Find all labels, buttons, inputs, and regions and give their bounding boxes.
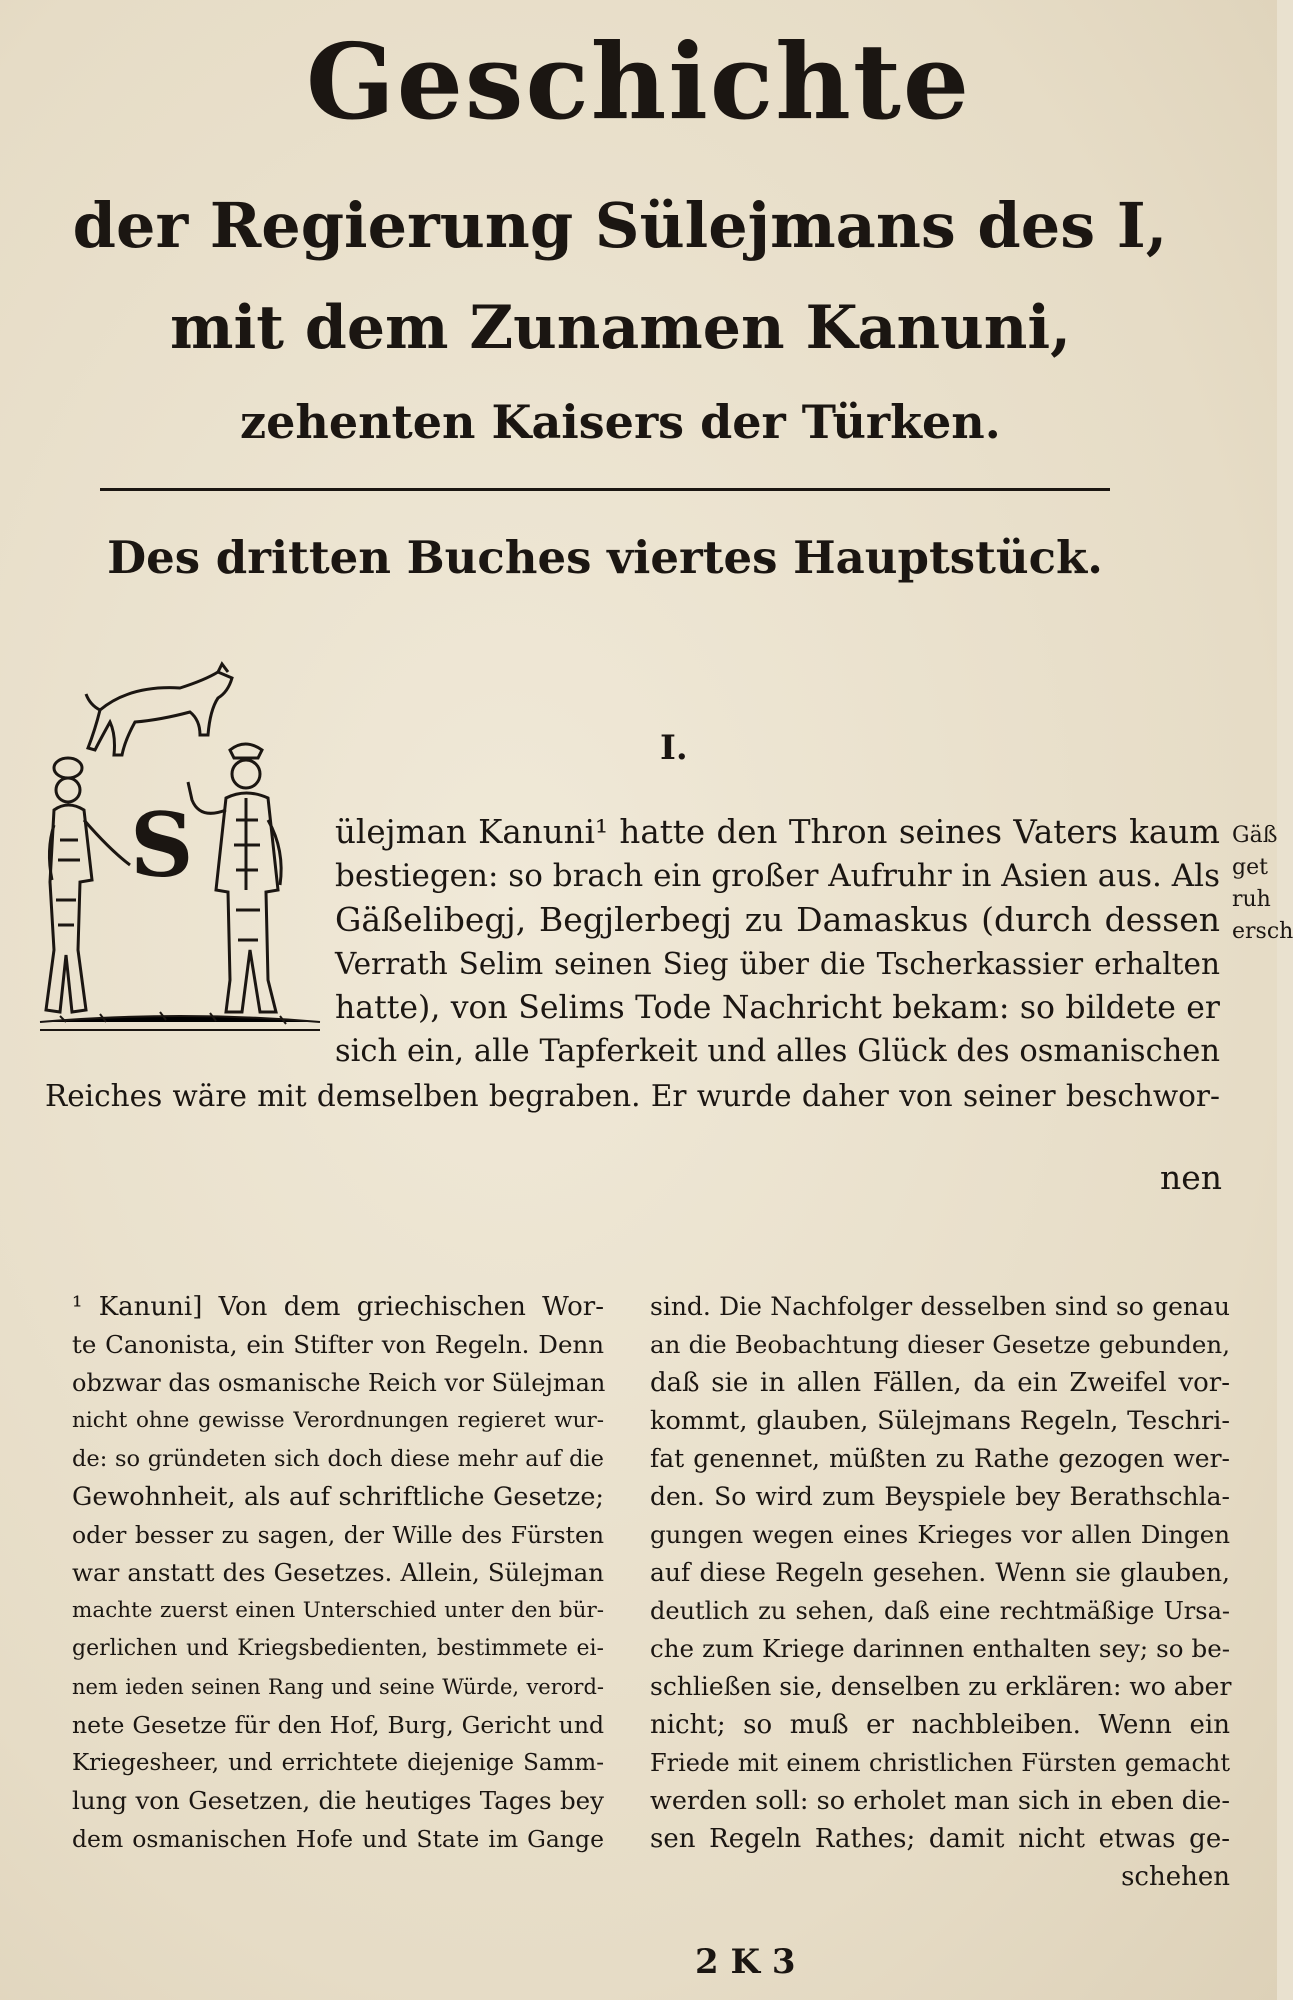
footnote-line: Friede mit einem christlichen Fürsten gemacht — [650, 1749, 1230, 1777]
footnote-line: obzwar das osmanische Reich vor Sülejman — [72, 1369, 606, 1397]
title-line-1: Geschichte — [305, 20, 972, 143]
footnote-line: an die Beobachtung dieser Gesetze gebunden, — [650, 1330, 1230, 1359]
margin-note-line: ersch — [1232, 919, 1293, 944]
footnote-line: oder besser zu sagen, der Wille des Fürsten — [72, 1521, 604, 1549]
footnote-line: schehen — [1121, 1862, 1230, 1892]
footnote-line: werden soll: so erholet man sich in eben die- — [650, 1786, 1230, 1816]
footnote-line: dem osmanischen Hofe und State im Gange — [72, 1825, 604, 1853]
footnote-line: gungen wegen eines Krieges vor allen Dingen — [650, 1520, 1230, 1549]
footnote-line: fat genennet, müßten zu Rathe gezogen wer- — [650, 1444, 1230, 1473]
drop-cap: S — [130, 793, 194, 897]
footnote-left-column — [72, 1288, 604, 1858]
footnote-line: nicht ohne gewisse Verordnungen regieret wur- — [72, 1408, 604, 1433]
body-line: hatte), von Selims Tode Nachricht bekam: so bildete er — [335, 990, 1220, 1026]
footnote-line: ¹ Kanuni] Von dem griechischen Wor- — [72, 1292, 604, 1322]
margin-note-line: get — [1232, 855, 1268, 880]
footnote-line: sind. Die Nachfolger desselben sind so genau — [650, 1292, 1230, 1321]
footnote-line: sen Regeln Rathes; damit nicht etwas ge- — [650, 1824, 1230, 1854]
margin-note-line: Gäß — [1232, 823, 1278, 848]
chapter-heading: Des dritten Buches viertes Hauptstück. — [107, 531, 1103, 584]
footnote-line: che zum Kriege darinnen enthalten sey; so be- — [650, 1634, 1230, 1663]
title-line-2: der Regierung Sülejmans des I, — [72, 189, 1168, 262]
body-line: Reiches wäre mit demselben begraben. Er wurde daher von seiner beschwor- — [45, 1079, 1220, 1113]
footnote-line: Kriegesheer, und errichtete diejenige Samm- — [72, 1750, 604, 1776]
catchword: nen — [1160, 1158, 1223, 1197]
footnote-line: nem ieden seinen Rang und seine Würde, verord- — [72, 1675, 604, 1699]
footnote-line: deutlich zu sehen, daß eine rechtmäßige Ursa- — [650, 1597, 1230, 1625]
footnote-line: machte zuerst einen Unterschied unter den bür- — [72, 1598, 604, 1623]
body-line: Verrath Selim seinen Sieg über die Tscherkassier erhalten — [335, 947, 1220, 981]
footnote-line: te Canonista, ein Stifter von Regeln. Denn — [72, 1330, 604, 1359]
footnote-line: den. So wird zum Beyspiele bey Berathschla- — [650, 1482, 1230, 1511]
footnote-line: nete Gesetze für den Hof, Burg, Gericht und — [72, 1711, 604, 1739]
margin-note — [1232, 820, 1293, 948]
body-line: bestiegen: so brach ein großer Aufruhr in Asien aus. Als — [335, 858, 1220, 894]
footnote-line: schließen sie, denselben zu erklären: wo aber — [650, 1672, 1232, 1701]
footnote-line: gerlichen und Kriegsbedienten, bestimmete ei- — [72, 1636, 604, 1661]
title-line-4: zehenten Kaisers der Türken. — [240, 395, 1001, 449]
signature-mark: 2 K 3 — [695, 1942, 796, 1982]
title-line-3: mit dem Zunamen Kanuni, — [170, 293, 1072, 363]
footnote-line: de: so gründeten sich doch diese mehr auf die — [72, 1446, 604, 1472]
footnote-line: lung von Gesetzen, die heutiges Tages bey — [72, 1786, 604, 1815]
section-number: I. — [660, 728, 688, 768]
footnote-line: kommt, glauben, Sülejmans Regeln, Teschri- — [650, 1406, 1230, 1436]
body-text-indented — [335, 810, 1220, 1074]
footnote-line: nicht; so muß er nachbleiben. Wenn ein — [650, 1710, 1230, 1740]
body-line: Gäßelibegj, Begjlerbegj zu Damaskus (durch dessen — [335, 900, 1220, 939]
footnote-line: Gewohnheit, als auf schriftliche Gesetze; — [72, 1482, 604, 1512]
footnote-right-column — [650, 1288, 1230, 1896]
margin-note-line: ruh — [1232, 887, 1271, 912]
footnote-line: war anstatt des Gesetzes. Allein, Sülejman — [72, 1558, 604, 1587]
footnote-line: auf diese Regeln gesehen. Wenn sie glauben, — [650, 1558, 1230, 1587]
body-line: sich ein, alle Tapferkeit und alles Glück des osmanischen — [335, 1034, 1220, 1069]
body-line: ülejman Kanuni¹ hatte den Thron seines Vaters kaum — [335, 813, 1220, 851]
body-text-full — [45, 1074, 1220, 1118]
title-rule — [100, 488, 1110, 491]
footnote-line: daß sie in allen Fällen, da ein Zweifel vor- — [650, 1368, 1230, 1398]
